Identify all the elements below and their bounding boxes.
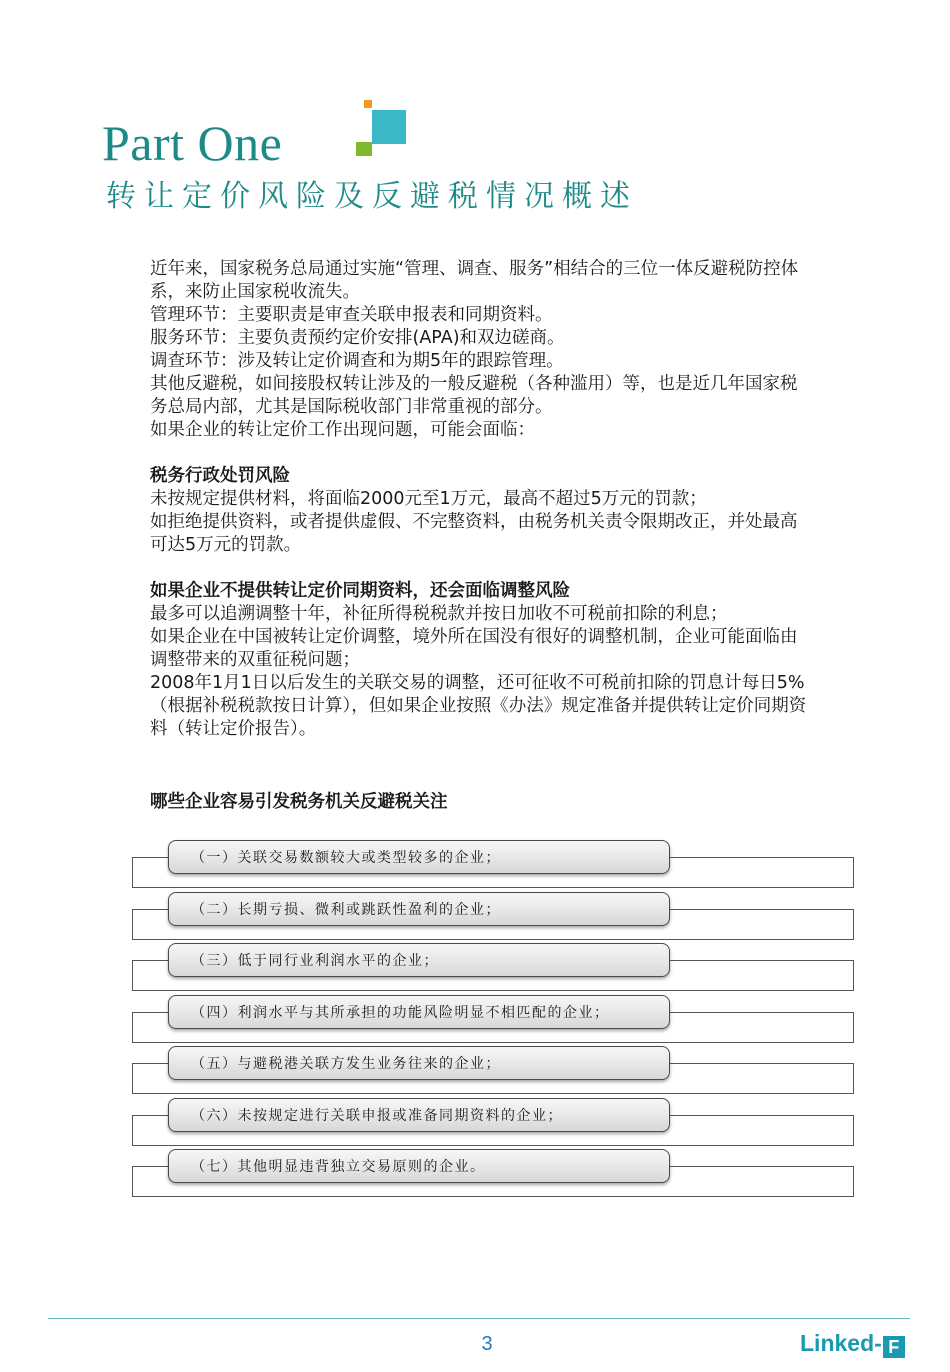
orange-square <box>364 100 372 108</box>
brand-logo <box>800 1329 905 1358</box>
list-item-label: （五）与避税港关联方发生业务往来的企业； <box>168 1046 670 1080</box>
adjustment-line: 如果企业在中国被转让定价调整，境外所在国没有很好的调整机制，企业可能面临由调整带来的双重征税问题； <box>150 627 798 670</box>
teal-square <box>372 110 406 144</box>
part-title: Part One <box>102 115 283 171</box>
list-item <box>132 1096 856 1148</box>
list-item-label: （三）低于同行业利润水平的企业； <box>168 943 670 977</box>
page-number: 3 <box>481 1333 493 1355</box>
list-item-label: （二）长期亏损、微利或跳跃性盈利的企业； <box>168 892 670 926</box>
intro-paragraph: 如果企业的转让定价工作出现问题，可能会面临： <box>150 420 535 440</box>
list-title: 哪些企业容易引发税务机关反避税关注 <box>150 792 448 812</box>
penalty-heading: 税务行政处罚风险 <box>150 466 290 486</box>
intro-paragraph: 其他反避税，如间接股权转让涉及的一般反避税（各种滥用）等，也是近几年国家税务总局内部，尤其是国际税收部门非常重视的部分。 <box>150 374 798 417</box>
list-item <box>132 941 856 993</box>
list-item <box>132 993 856 1045</box>
list-item-label: （六）未按规定进行关联申报或准备同期资料的企业； <box>168 1098 670 1132</box>
squares-logo-icon <box>356 100 406 160</box>
adjustment-heading: 如果企业不提供转让定价同期资料，还会面临调整风险 <box>150 581 570 601</box>
penalty-line: 如拒绝提供资料，或者提供虚假、不完整资料，由税务机关责令限期改正，并处最高可达5万元的罚款。 <box>150 512 798 555</box>
list-item-label: （一）关联交易数额较大或类型较多的企业； <box>168 840 670 874</box>
list-item <box>132 1044 856 1096</box>
adjustment-line: 最多可以追溯调整十年，补征所得税税款并按日加收不可税前扣除的利息； <box>150 604 728 624</box>
brand-text: Linked- <box>800 1330 882 1356</box>
intro-paragraph: 调查环节：涉及转让定价调查和为期5年的跟踪管理。 <box>150 351 564 371</box>
intro-paragraph: 近年来，国家税务总局通过实施“管理、调查、服务”相结合的三位一体反避税防控体系，来防止国家税收流失。 <box>150 259 799 302</box>
list-item-label: （七）其他明显违背独立交易原则的企业。 <box>168 1149 670 1183</box>
enterprise-list <box>132 838 856 1199</box>
list-item <box>132 890 856 942</box>
footer-divider <box>48 1318 910 1319</box>
body-text <box>150 258 810 741</box>
section-subtitle: 转让定价风险及反避税情况概述 <box>106 179 638 214</box>
page-header <box>102 100 638 230</box>
intro-paragraph: 服务环节：主要负责预约定价安排(APA)和双边磋商。 <box>150 328 565 348</box>
list-item <box>132 838 856 890</box>
penalty-line: 未按规定提供材料，将面临2000元至1万元，最高不超过5万元的罚款； <box>150 489 707 509</box>
list-item-label: （四）利润水平与其所承担的功能风险明显不相匹配的企业； <box>168 995 670 1029</box>
adjustment-line: 2008年1月1日以后发生的关联交易的调整，还可征收不可税前扣除的罚息计每日5%（根据补税税款按日计算），但如果企业按照《办法》规定准备并提供转让定价同期资料（转让定价报告）。 <box>150 673 807 739</box>
brand-mark-icon: F <box>883 1336 905 1358</box>
green-square <box>356 142 372 156</box>
intro-paragraph: 管理环节：主要职责是审查关联申报表和同期资料。 <box>150 305 553 325</box>
list-item <box>132 1147 856 1199</box>
